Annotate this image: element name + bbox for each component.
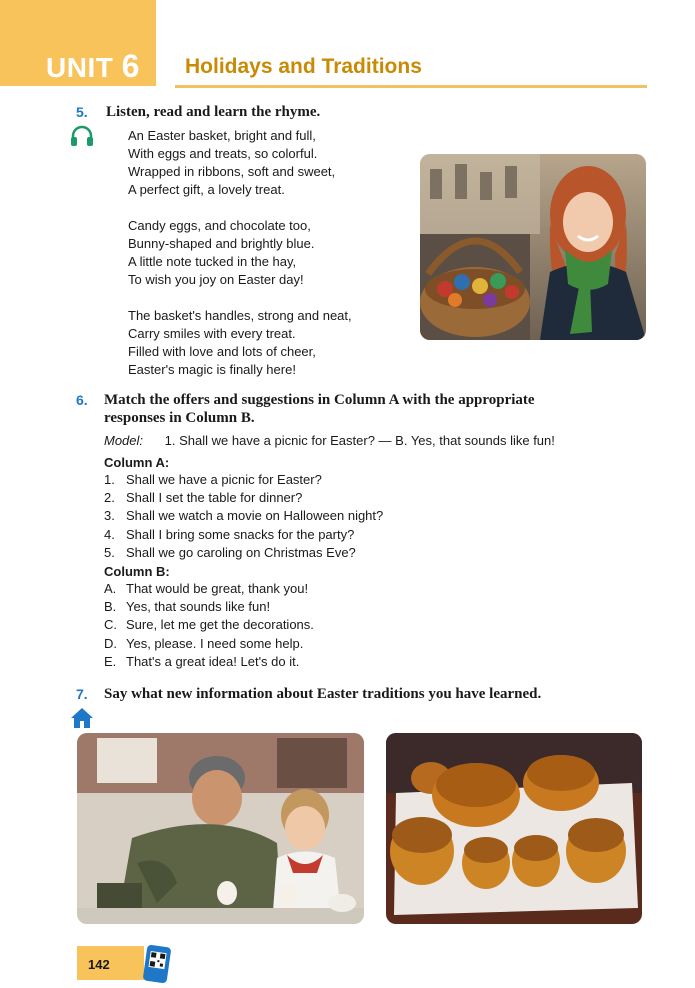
list-item: E. That's a great idea! Let's do it.	[104, 653, 300, 669]
exercise-6-instruction-line1: Match the offers and suggestions in Column A with the appropriate	[104, 392, 535, 408]
rhyme-stanza	[128, 217, 398, 289]
list-item: 4. Shall I bring some snacks for the party?	[104, 526, 355, 542]
rhyme-line: A little note tucked in the hay,	[128, 254, 297, 269]
qr-code-icon[interactable]	[143, 945, 171, 988]
title-divider	[175, 85, 647, 88]
rhyme-line: Wrapped in ribbons, soft and sweet,	[128, 164, 336, 179]
exercise-7-instruction: Say what new information about Easter traditions you have learned.	[104, 686, 542, 702]
rhyme-line: Easter's magic is finally here!	[128, 362, 296, 377]
rhyme-line: Carry smiles with every treat.	[128, 326, 296, 341]
list-item: B. Yes, that sounds like fun!	[104, 599, 271, 615]
list-item: 1. Shall we have a picnic for Easter?	[104, 472, 322, 487]
exercise-6-number: 6.	[76, 392, 88, 408]
exercise-7-number: 7.	[76, 686, 88, 702]
rhyme	[128, 127, 398, 397]
rhyme-line: To wish you joy on Easter day!	[128, 272, 304, 287]
rhyme-line: A perfect gift, a lovely treat.	[128, 182, 285, 197]
exercise-6-instruction-line2: responses in Column B.	[104, 410, 255, 426]
model-text: 1. Shall we have a picnic for Easter? — B. Yes, that sounds like fun!	[164, 433, 555, 448]
column-a-title: Column A:	[104, 455, 170, 470]
page-number: 142	[88, 957, 110, 972]
exercise-5-number: 5.	[76, 104, 88, 120]
rhyme-stanza	[128, 307, 398, 379]
rhyme-line: An Easter basket, bright and full,	[128, 128, 316, 143]
photo-woman-easter-basket	[420, 154, 646, 340]
model-example	[104, 433, 555, 448]
list-item: D. Yes, please. I need some help.	[104, 635, 304, 651]
list-item: A. That would be great, thank you!	[104, 581, 309, 596]
rhyme-stanza	[128, 127, 398, 199]
rhyme-line: Filled with love and lots of cheer,	[128, 344, 316, 359]
column-b-list	[104, 580, 314, 671]
column-b-title: Column B:	[104, 564, 170, 579]
home-icon[interactable]	[70, 707, 94, 734]
rhyme-line: With eggs and treats, so colorful.	[128, 146, 318, 161]
unit-word: UNIT	[46, 52, 114, 83]
exercise-5-instruction: Listen, read and learn the rhyme.	[106, 104, 321, 120]
list-item: 2. Shall I set the table for dinner?	[104, 490, 303, 506]
rhyme-line: Candy eggs, and chocolate too,	[128, 218, 311, 233]
photo-easter-breads	[386, 733, 642, 924]
photo-painting-eggs	[77, 733, 364, 924]
unit-number: 6	[121, 48, 140, 84]
column-a-list	[104, 471, 383, 562]
list-item: 3. Shall we watch a movie on Halloween night?	[104, 508, 384, 524]
list-item: 5. Shall we go caroling on Christmas Eve?	[104, 544, 356, 560]
rhyme-line: Bunny-shaped and brightly blue.	[128, 236, 315, 251]
rhyme-line: The basket's handles, strong and neat,	[128, 308, 352, 323]
model-label: Model:	[104, 433, 144, 448]
unit-label	[46, 48, 140, 85]
list-item: C. Sure, let me get the decorations.	[104, 617, 314, 633]
headphones-icon[interactable]	[70, 125, 94, 152]
unit-title: Holidays and Traditions	[185, 55, 422, 78]
